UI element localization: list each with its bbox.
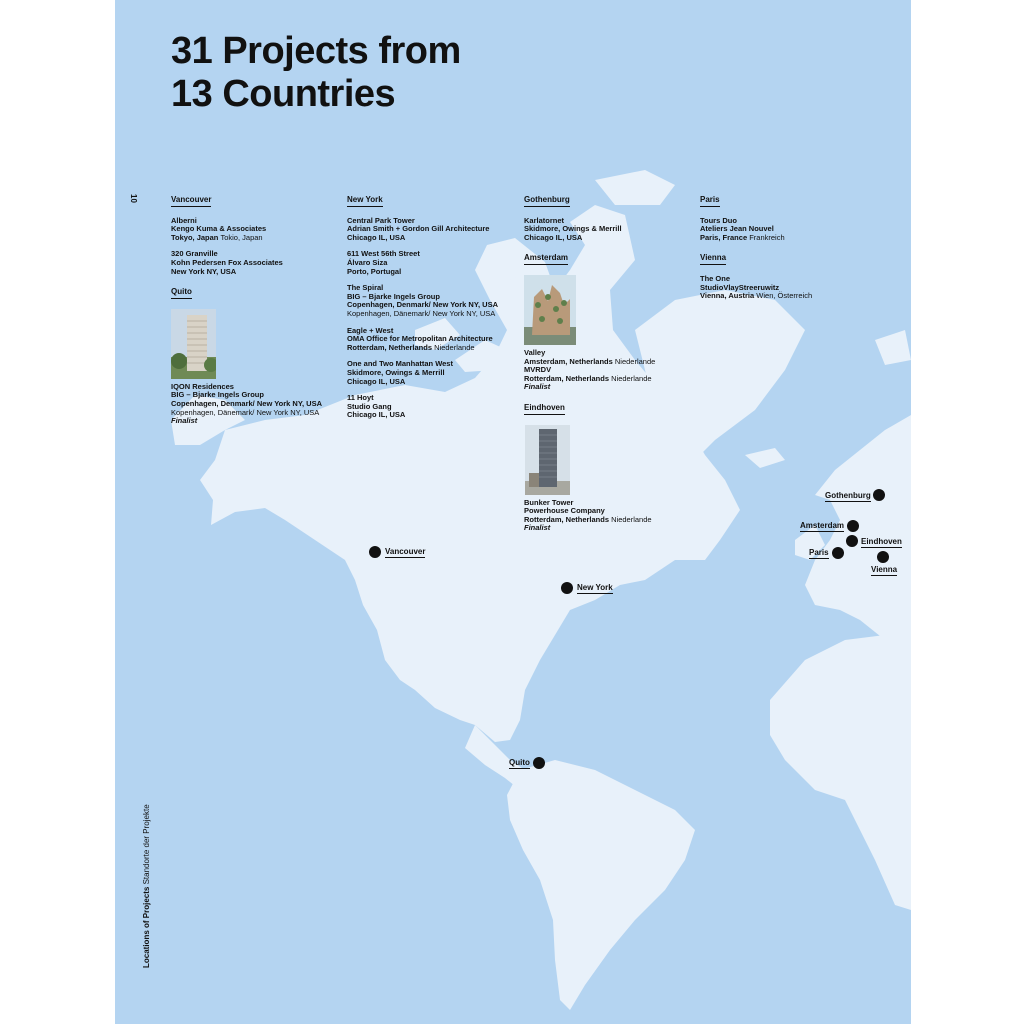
finalist-badge: Finalist [171,416,198,426]
title-line-1: 31 Projects from [171,30,461,72]
map-label-quito[interactable]: Quito [509,758,530,767]
map-page [115,0,911,1024]
firm-location: Chicago IL, USA [524,232,583,242]
firm-name: Skidmore, Owings & Merrill [524,224,622,234]
firm-name: Ateliers Jean Nouvel [700,224,774,234]
side-caption [142,804,151,968]
project-name: Bunker Tower [524,497,574,507]
map-label-new-york[interactable]: New York [577,583,613,592]
firm-name: Adrian Smith + Gordon Gill Architecture [347,224,490,234]
project-entry [524,217,694,243]
city-heading[interactable]: Quito [171,288,192,299]
city-heading[interactable]: Eindhoven [524,404,565,415]
map-marker-new-york[interactable] [561,582,573,594]
map-label-gothenburg[interactable]: Gothenburg [825,491,871,500]
page-title [171,30,461,116]
firm-name: BIG – Bjarke Ingels Group [171,390,264,400]
city-heading[interactable]: Vienna [700,254,726,265]
city-heading[interactable]: Paris [700,196,720,207]
project-entry [171,250,336,276]
map-marker-quito[interactable] [533,757,545,769]
firm-name: Studio Gang [347,401,392,411]
firm-name: OMA Office for Metropolitan Architecture [347,334,493,344]
city-block-vancouver [171,196,336,276]
firm-name: BIG – Bjarke Ingels Group [347,291,440,301]
side-caption-en: Locations of Projects [142,886,151,968]
project-name: Valley [524,347,546,357]
world-map [115,0,911,1024]
tower-photo [524,425,571,495]
africa-land [770,635,911,910]
firm-location: Vienna, Austria Wien, Österreich [700,291,813,301]
city-heading[interactable]: New York [347,196,383,207]
project-entry [524,349,694,392]
firm-location: Copenhagen, Denmark/ New York NY, USA [347,300,499,310]
city-block-vienna [700,254,870,300]
map-label-vancouver[interactable]: Vancouver [385,547,426,556]
firm-location: Tokyo, Japan Tokio, Japan [171,232,263,242]
firm-location: Amsterdam, Netherlands Niederlande [524,356,656,366]
firm-location-de: Kopenhagen, Dänemark/ New York NY, USA [347,308,496,318]
firm-name: Powerhouse Company [524,506,605,516]
project-entry [700,217,870,243]
page-number: 10 [129,194,138,203]
firm-name: Skidmore, Owings & Merrill [347,367,445,377]
project-entry [524,499,694,533]
project-name: Karlatornet [524,215,565,225]
map-marker-vancouver[interactable] [369,546,381,558]
project-name: Eagle + West [347,325,394,335]
project-entry [347,217,517,243]
city-block-amsterdam [524,254,694,392]
side-caption-de: Standorte der Projekte [142,804,151,885]
finalist-badge: Finalist [524,382,551,392]
firm-location: Chicago IL, USA [347,376,406,386]
map-marker-vienna[interactable] [877,551,889,563]
column-2 [347,196,517,432]
city-block-paris [700,196,870,242]
firm-location: Copenhagen, Denmark/ New York NY, USA [171,398,323,408]
map-label-vienna[interactable]: Vienna [871,565,898,574]
project-entry [171,217,336,243]
project-entry [347,394,517,420]
project-entry [347,327,517,353]
map-label-eindhoven[interactable]: Eindhoven [861,537,902,546]
column-3 [524,196,694,545]
map-marker-paris[interactable] [832,547,844,559]
firm-name: StudioVlayStreeruwitz [700,282,780,292]
title-line-2: 13 Countries [171,73,396,115]
project-name: The One [700,273,731,283]
city-heading[interactable]: Amsterdam [524,254,568,265]
south-america-land [507,760,695,1010]
firm-location: Rotterdam, Netherlands Niederlande [524,373,652,383]
map-marker-amsterdam[interactable] [847,520,859,532]
city-block-new-york [347,196,517,420]
project-name: 11 Hoyt [347,393,374,403]
column-1 [171,196,336,438]
project-name: One and Two Manhattan West [347,359,453,369]
project-entry [700,275,870,301]
firm-location-de: Kopenhagen, Dänemark/ New York NY, USA [171,407,320,417]
firm-location: Porto, Portugal [347,266,402,276]
project-entry [347,360,517,386]
firm-location: Chicago IL, USA [347,232,406,242]
project-name: Alberni [171,215,197,225]
firm-name: Álvaro Siza [347,257,388,267]
tower-photo [524,275,576,345]
project-name: Central Park Tower [347,215,415,225]
project-name: 611 West 56th Street [347,249,420,259]
finalist-badge: Finalist [524,523,551,533]
project-name: The Spiral [347,283,384,293]
column-4 [700,196,870,313]
city-block-eindhoven [524,404,694,533]
firm-location: New York NY, USA [171,266,237,276]
firm-location: Chicago IL, USA [347,410,406,420]
city-block-quito [171,288,336,426]
project-entry [347,284,517,318]
firm-location: Rotterdam, Netherlands Niederlande [347,342,475,352]
project-entry [171,383,336,426]
map-marker-eindhoven[interactable] [846,535,858,547]
firm-location: Paris, France Frankreich [700,232,785,242]
map-label-paris[interactable]: Paris [809,548,829,557]
project-name: Tours Duo [700,215,737,225]
tower-photo [171,309,216,379]
city-heading[interactable]: Gothenburg [524,196,570,207]
map-label-amsterdam[interactable]: Amsterdam [800,521,845,530]
city-heading[interactable]: Vancouver [171,196,211,207]
firm-name: MVRDV [524,365,552,375]
project-name: 320 Granville [171,249,218,259]
city-block-gothenburg [524,196,694,242]
firm-location: Rotterdam, Netherlands Niederlande [524,514,652,524]
firm-name: Kengo Kuma & Associates [171,224,267,234]
firm-name: Kohn Pedersen Fox Associates [171,257,283,267]
map-marker-gothenburg[interactable] [873,489,885,501]
project-entry [347,250,517,276]
project-name: IQON Residences [171,381,234,391]
